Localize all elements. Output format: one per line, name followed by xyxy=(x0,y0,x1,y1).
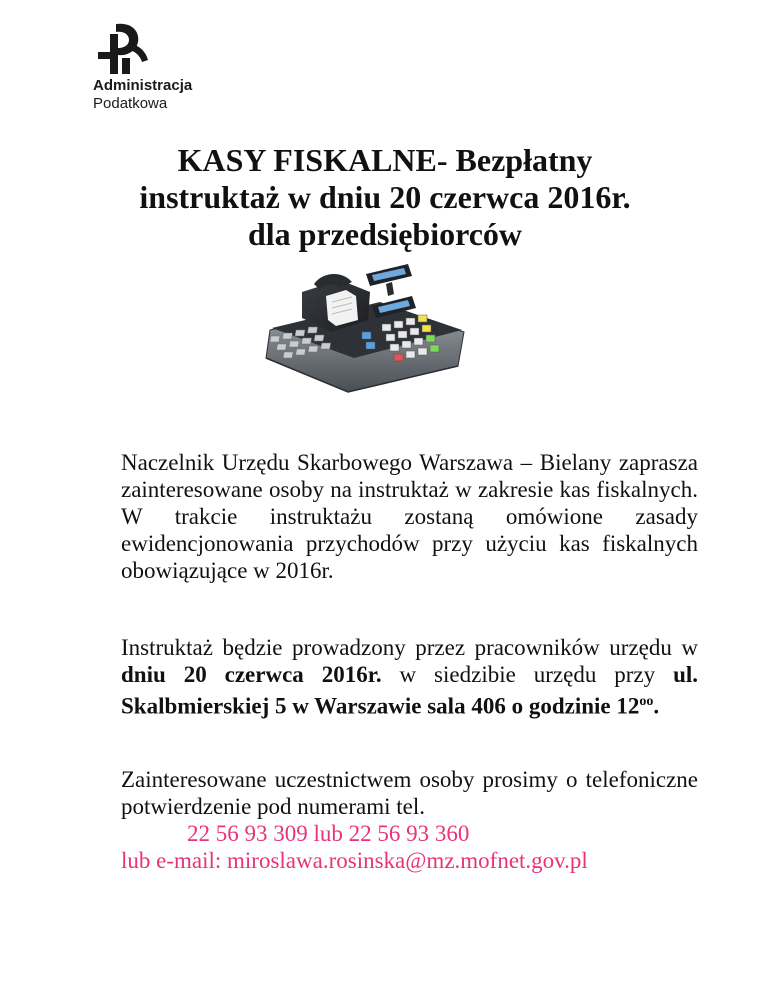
invitation-paragraph: Naczelnik Urzędu Skarbowego Warszawa – Bielany zaprasza zainteresowane osoby na instruktaż w zakresie kas fiskalnych. W trakcie instruktażu zostaną omówione zasady ewidencjonowania przychodów przy użyciu kas fiskalnych obowiązujące w 2016r. xyxy=(121,450,698,583)
contact-email-link[interactable]: lub e-mail: miroslawa.rosinska@mz.mofnet.gov.pl xyxy=(121,848,588,873)
event-time-superscript: oo xyxy=(639,694,654,709)
administracja-podatkowa-logo xyxy=(93,22,223,117)
event-address-time: ul. Skalbmierskiej 5 w Warszawie sala 406 o godzinie 12 xyxy=(121,662,698,719)
details-paragraph xyxy=(121,634,698,720)
contact-phone-numbers: 22 56 93 309 lub 22 56 93 360 xyxy=(187,821,470,846)
title-line3: dla przedsiębiorców xyxy=(247,216,523,252)
logo-text-line1: Administracja xyxy=(93,77,193,94)
eagle-logo-icon xyxy=(96,22,152,76)
cash-register-image xyxy=(262,262,482,398)
event-date: dniu 20 czerwca 2016r. xyxy=(121,662,382,687)
confirmation-paragraph xyxy=(121,766,698,874)
logo-text-line2: Podatkowa xyxy=(93,95,168,112)
details-text-1: Instruktaż będzie prowadzony przez pracowników urzędu w xyxy=(121,635,698,660)
details-end: . xyxy=(653,693,660,719)
confirmation-text: Zainteresowane uczestnictwem osoby prosimy o telefoniczne potwierdzenie pod numerami tel. xyxy=(121,767,698,819)
page-title xyxy=(60,142,710,253)
details-text-2: w siedzibie urzędu przy xyxy=(381,662,674,687)
title-line2: instruktaż w dniu 20 czerwca 2016r. xyxy=(139,179,631,215)
title-line1: KASY FISKALNE- Bezpłatny xyxy=(177,142,593,178)
